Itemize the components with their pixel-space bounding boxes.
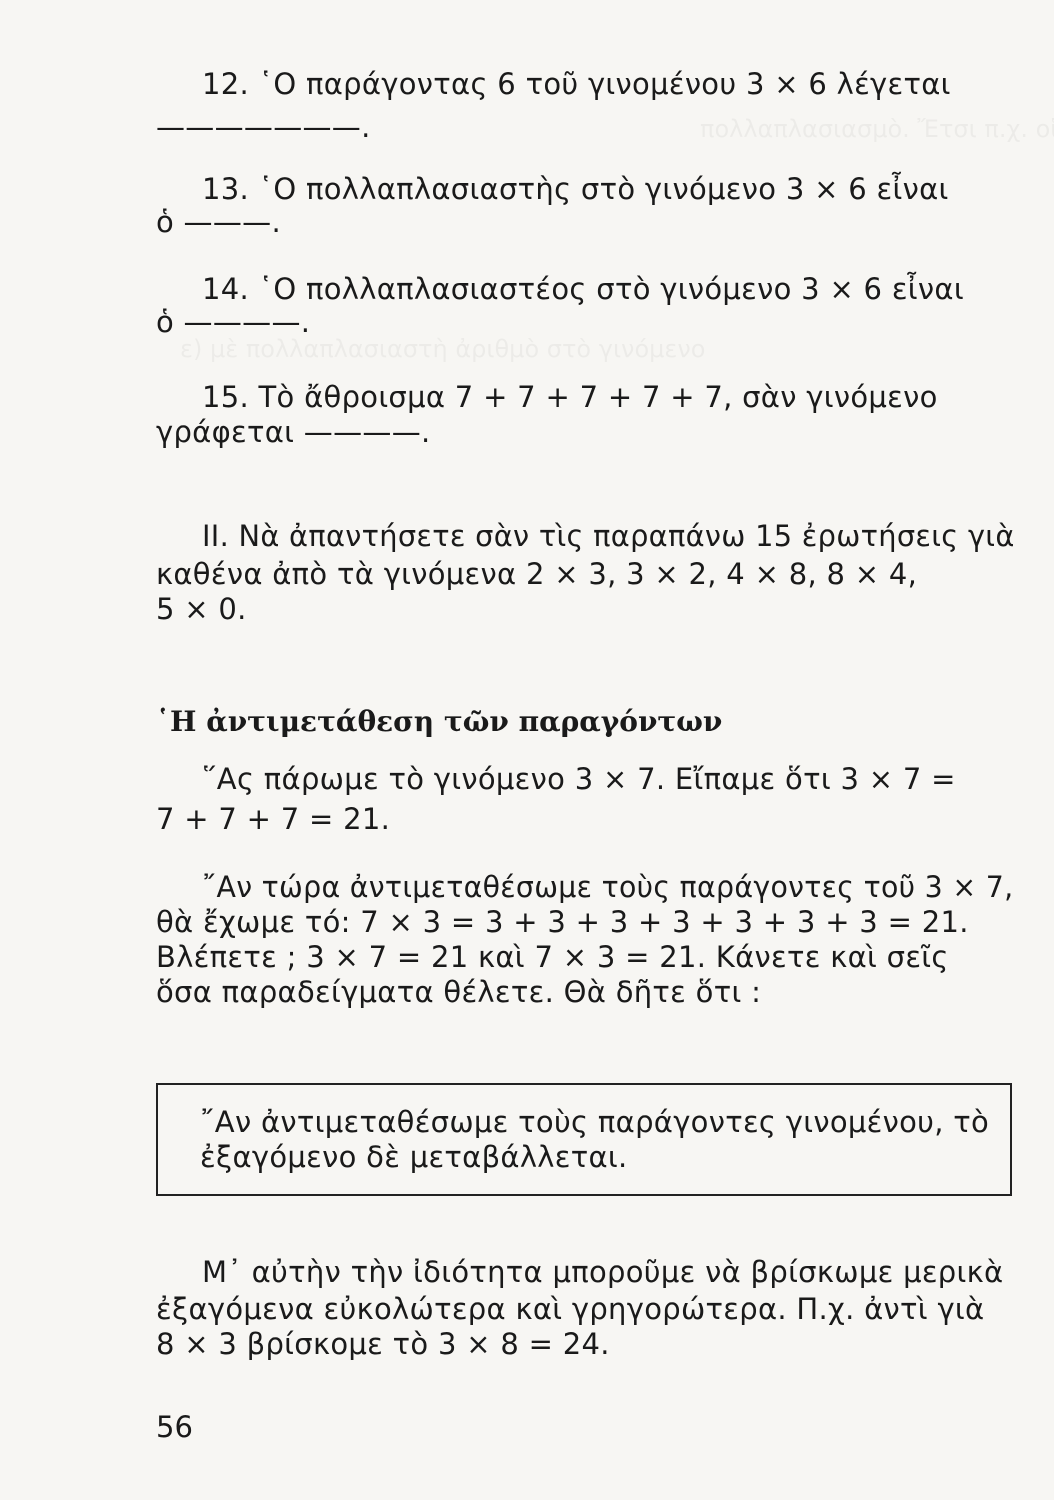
- paragraph1-line1: ῞Ας πάρωμε τὸ γινόμενο 3 × 7. Εἴπαμε ὅτι 3 × 7 =: [202, 762, 956, 796]
- question-15-line1: 15. Τὸ ἄθροισμα 7 + 7 + 7 + 7 + 7, σὰν γινόμενο: [202, 380, 938, 414]
- paragraph3-line1: Μ᾽ αὐτὴν τὴν ἰδιότητα μποροῦμε νὰ βρίσκωμε μερικὰ: [202, 1255, 1004, 1289]
- paragraph2-line1: ῎Αν τώρα ἀντιμεταθέσωμε τοὺς παράγοντες τοῦ 3 × 7,: [202, 870, 1014, 904]
- paragraph2-line3: Βλέπετε ; 3 × 7 = 21 καὶ 7 × 3 = 21. Κάνετε καὶ σεῖς: [156, 940, 949, 974]
- rule-box-line2: ἐξαγόμενο δὲ μεταβάλλεται.: [200, 1140, 628, 1174]
- bleed-through: [180, 335, 705, 363]
- paragraph2-line2: θὰ ἔχωμε τό: 7 × 3 = 3 + 3 + 3 + 3 + 3 + 3 + 3 = 21.: [156, 905, 969, 939]
- question-12-line1: 12. ῾Ο παράγοντας 6 τοῦ γινομένου 3 × 6 λέγεται: [202, 67, 951, 101]
- rule-box-line1: ῎Αν ἀντιμεταθέσωμε τοὺς παράγοντες γινομένου, τὸ: [200, 1105, 990, 1139]
- paragraph3-line2: ἐξαγόμενα εὐκολώτερα καὶ γρηγορώτερα. Π.χ. ἀντὶ γιὰ: [156, 1292, 985, 1326]
- exercise-ii-line2: καθένα ἀπὸ τὰ γινόμενα 2 × 3, 3 × 2, 4 × 8, 8 × 4,: [156, 557, 918, 591]
- question-15-line2: γράφεται ————.: [156, 415, 431, 449]
- paragraph3-line3: 8 × 3 βρίσκομε τὸ 3 × 8 = 24.: [156, 1327, 610, 1361]
- paragraph1-line2: 7 + 7 + 7 = 21.: [156, 802, 391, 836]
- exercise-ii-line1: ΙΙ. Νὰ ἀπαντήσετε σὰν τὶς παραπάνω 15 ἐρωτήσεις γιὰ: [202, 519, 1015, 553]
- exercise-ii-line3: 5 × 0.: [156, 592, 247, 626]
- paragraph2-line4: ὅσα παραδείγματα θέλετε. Θὰ δῆτε ὅτι :: [156, 975, 762, 1009]
- question-13-line2: ὁ ———.: [156, 205, 281, 239]
- question-14-line2: ὁ ————.: [156, 305, 311, 339]
- question-14-line1: 14. ῾Ο πολλαπλασιαστέος στὸ γινόμενο 3 × 6 εἶναι: [202, 272, 964, 306]
- question-13-line1: 13. ῾Ο πολλαπλασιαστὴς στὸ γινόμενο 3 × 6 εἶναι: [202, 172, 949, 206]
- page-number: 56: [156, 1410, 193, 1444]
- section-heading: ῾Η ἀντιμετάθεση τῶν παραγόντων: [156, 705, 723, 738]
- bleed-through: [700, 115, 1054, 143]
- question-12-line2: ———————.: [156, 110, 371, 144]
